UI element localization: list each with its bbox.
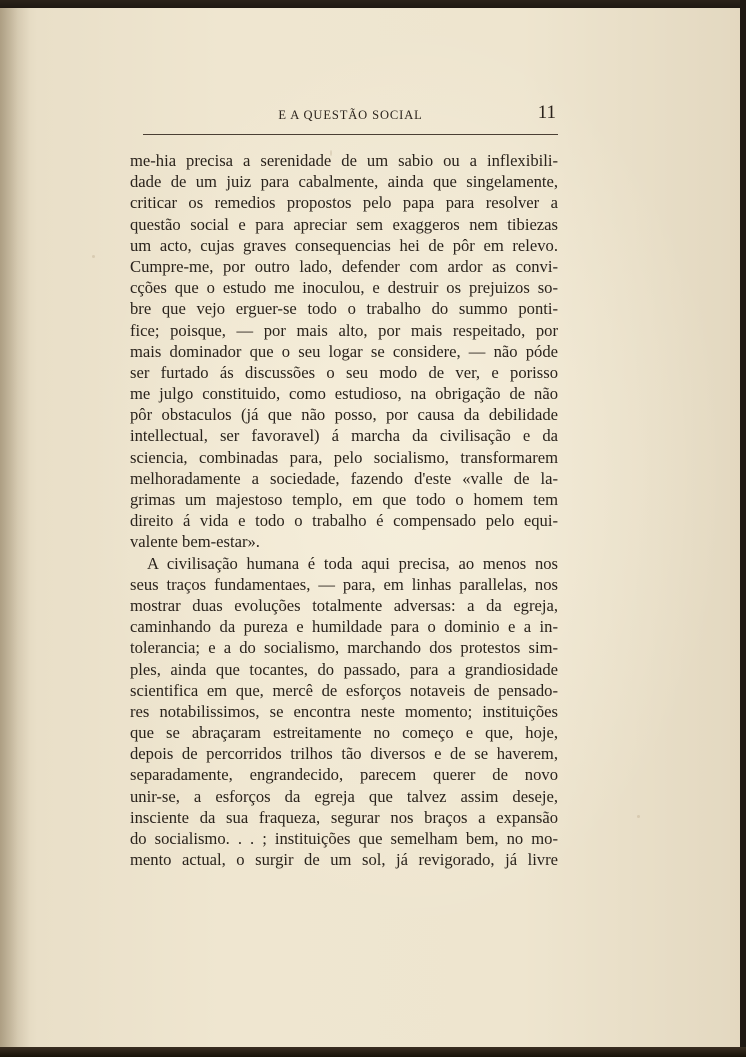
text-line: mento actual, o surgir de um sol, já revigorado, já livre — [130, 850, 558, 870]
running-head — [143, 100, 558, 136]
paper-spot — [637, 815, 640, 818]
scan-top-edge — [0, 0, 746, 8]
text-line: insciente da sua fraqueza, segurar nos braços a expansão — [130, 807, 558, 827]
header-rule — [143, 134, 558, 135]
text-line: mostrar duas evoluções totalmente adversas: a da egreja, — [130, 595, 558, 615]
text-line: intellectual, ser favoravel) á marcha da civilisação e da — [130, 426, 558, 446]
scan-bottom-edge — [0, 1047, 746, 1057]
body-text — [130, 150, 558, 870]
text-line: caminhando da pureza e humildade para o dominio e a in- — [130, 617, 558, 637]
text-line: ples, ainda que tocantes, do passado, para a grandiosidade — [130, 659, 558, 679]
text-line: scientifica em que, mercê de esforços notaveis de pensado- — [130, 680, 558, 700]
text-line: seus traços fundamentaes, — para, em linhas parallelas, nos — [130, 574, 558, 594]
text-line: mais dominador que o seu logar se considere, — não póde — [130, 341, 558, 361]
text-line: do socialismo. . . ; instituições que semelham bem, no mo- — [130, 829, 558, 848]
running-title: E A QUESTÃO SOCIAL — [278, 108, 423, 122]
text-line: unir-se, a esforços da egreja que talvez assim deseje, — [130, 786, 558, 806]
text-line: cções que o estudo me inoculou, e destruir os prejuizos so- — [130, 278, 558, 298]
text-line: questão social e para apreciar sem exaggeros nem tibiezas — [130, 214, 558, 234]
text-line: um acto, cujas graves consequencias hei de pôr em relevo. — [130, 235, 558, 255]
paragraph-end-line: valente bem-estar». — [130, 532, 260, 552]
text-line: dade de um juiz para cabalmente, ainda que singelamente, — [130, 172, 558, 192]
text-line: grimas um majestoso templo, em que todo o homem tem — [130, 490, 558, 509]
text-line: depois de percorridos trilhos tão diversos e de se haverem, — [130, 744, 558, 764]
text-line: sciencia, combinadas para, pelo socialismo, transformarem — [130, 447, 558, 467]
text-line: me-hia precisa a serenidade de um sabio ou a inflexibili- — [130, 151, 558, 170]
text-line: melhoradamente a sociedade, fazendo d'este «valle de la- — [130, 468, 558, 488]
text-line: separadamente, engrandecido, parecem querer de novo — [130, 765, 558, 785]
page-number: 11 — [537, 102, 556, 123]
text-line: bre que vejo erguer-se todo o trabalho do summo ponti- — [130, 299, 558, 319]
text-line: me julgo constituido, como estudioso, na obrigação de não — [130, 384, 558, 404]
text-line: res notabilissimos, se encontra neste momento; instituições — [130, 701, 558, 721]
scan-right-edge — [740, 0, 746, 1057]
text-line: direito á vida e todo o trabalho é compensado pelo equi- — [130, 511, 558, 531]
text-line: fice; poisque, — por mais alto, por mais respeitado, por — [130, 320, 558, 340]
text-line: tolerancia; e a do socialismo, marchando dos protestos sim- — [130, 638, 558, 658]
text-line: criticar os remedios propostos pelo papa para resolver a — [130, 193, 558, 213]
text-line: ser furtado ás discussões o seu modo de ver, e porisso — [130, 362, 558, 382]
text-line: pôr obstaculos (já que não posso, por causa da debilidade — [130, 405, 558, 425]
paper-spot — [92, 255, 95, 258]
gutter-shadow — [0, 0, 30, 1057]
text-line: que se abraçaram estreitamente no começo e que, hoje, — [130, 723, 558, 743]
paragraph-start-line: A civilisação humana é toda aqui precisa, ao menos nos — [147, 553, 558, 573]
text-line: Cumpre-me, por outro lado, defender com ardor as convi- — [130, 256, 558, 276]
